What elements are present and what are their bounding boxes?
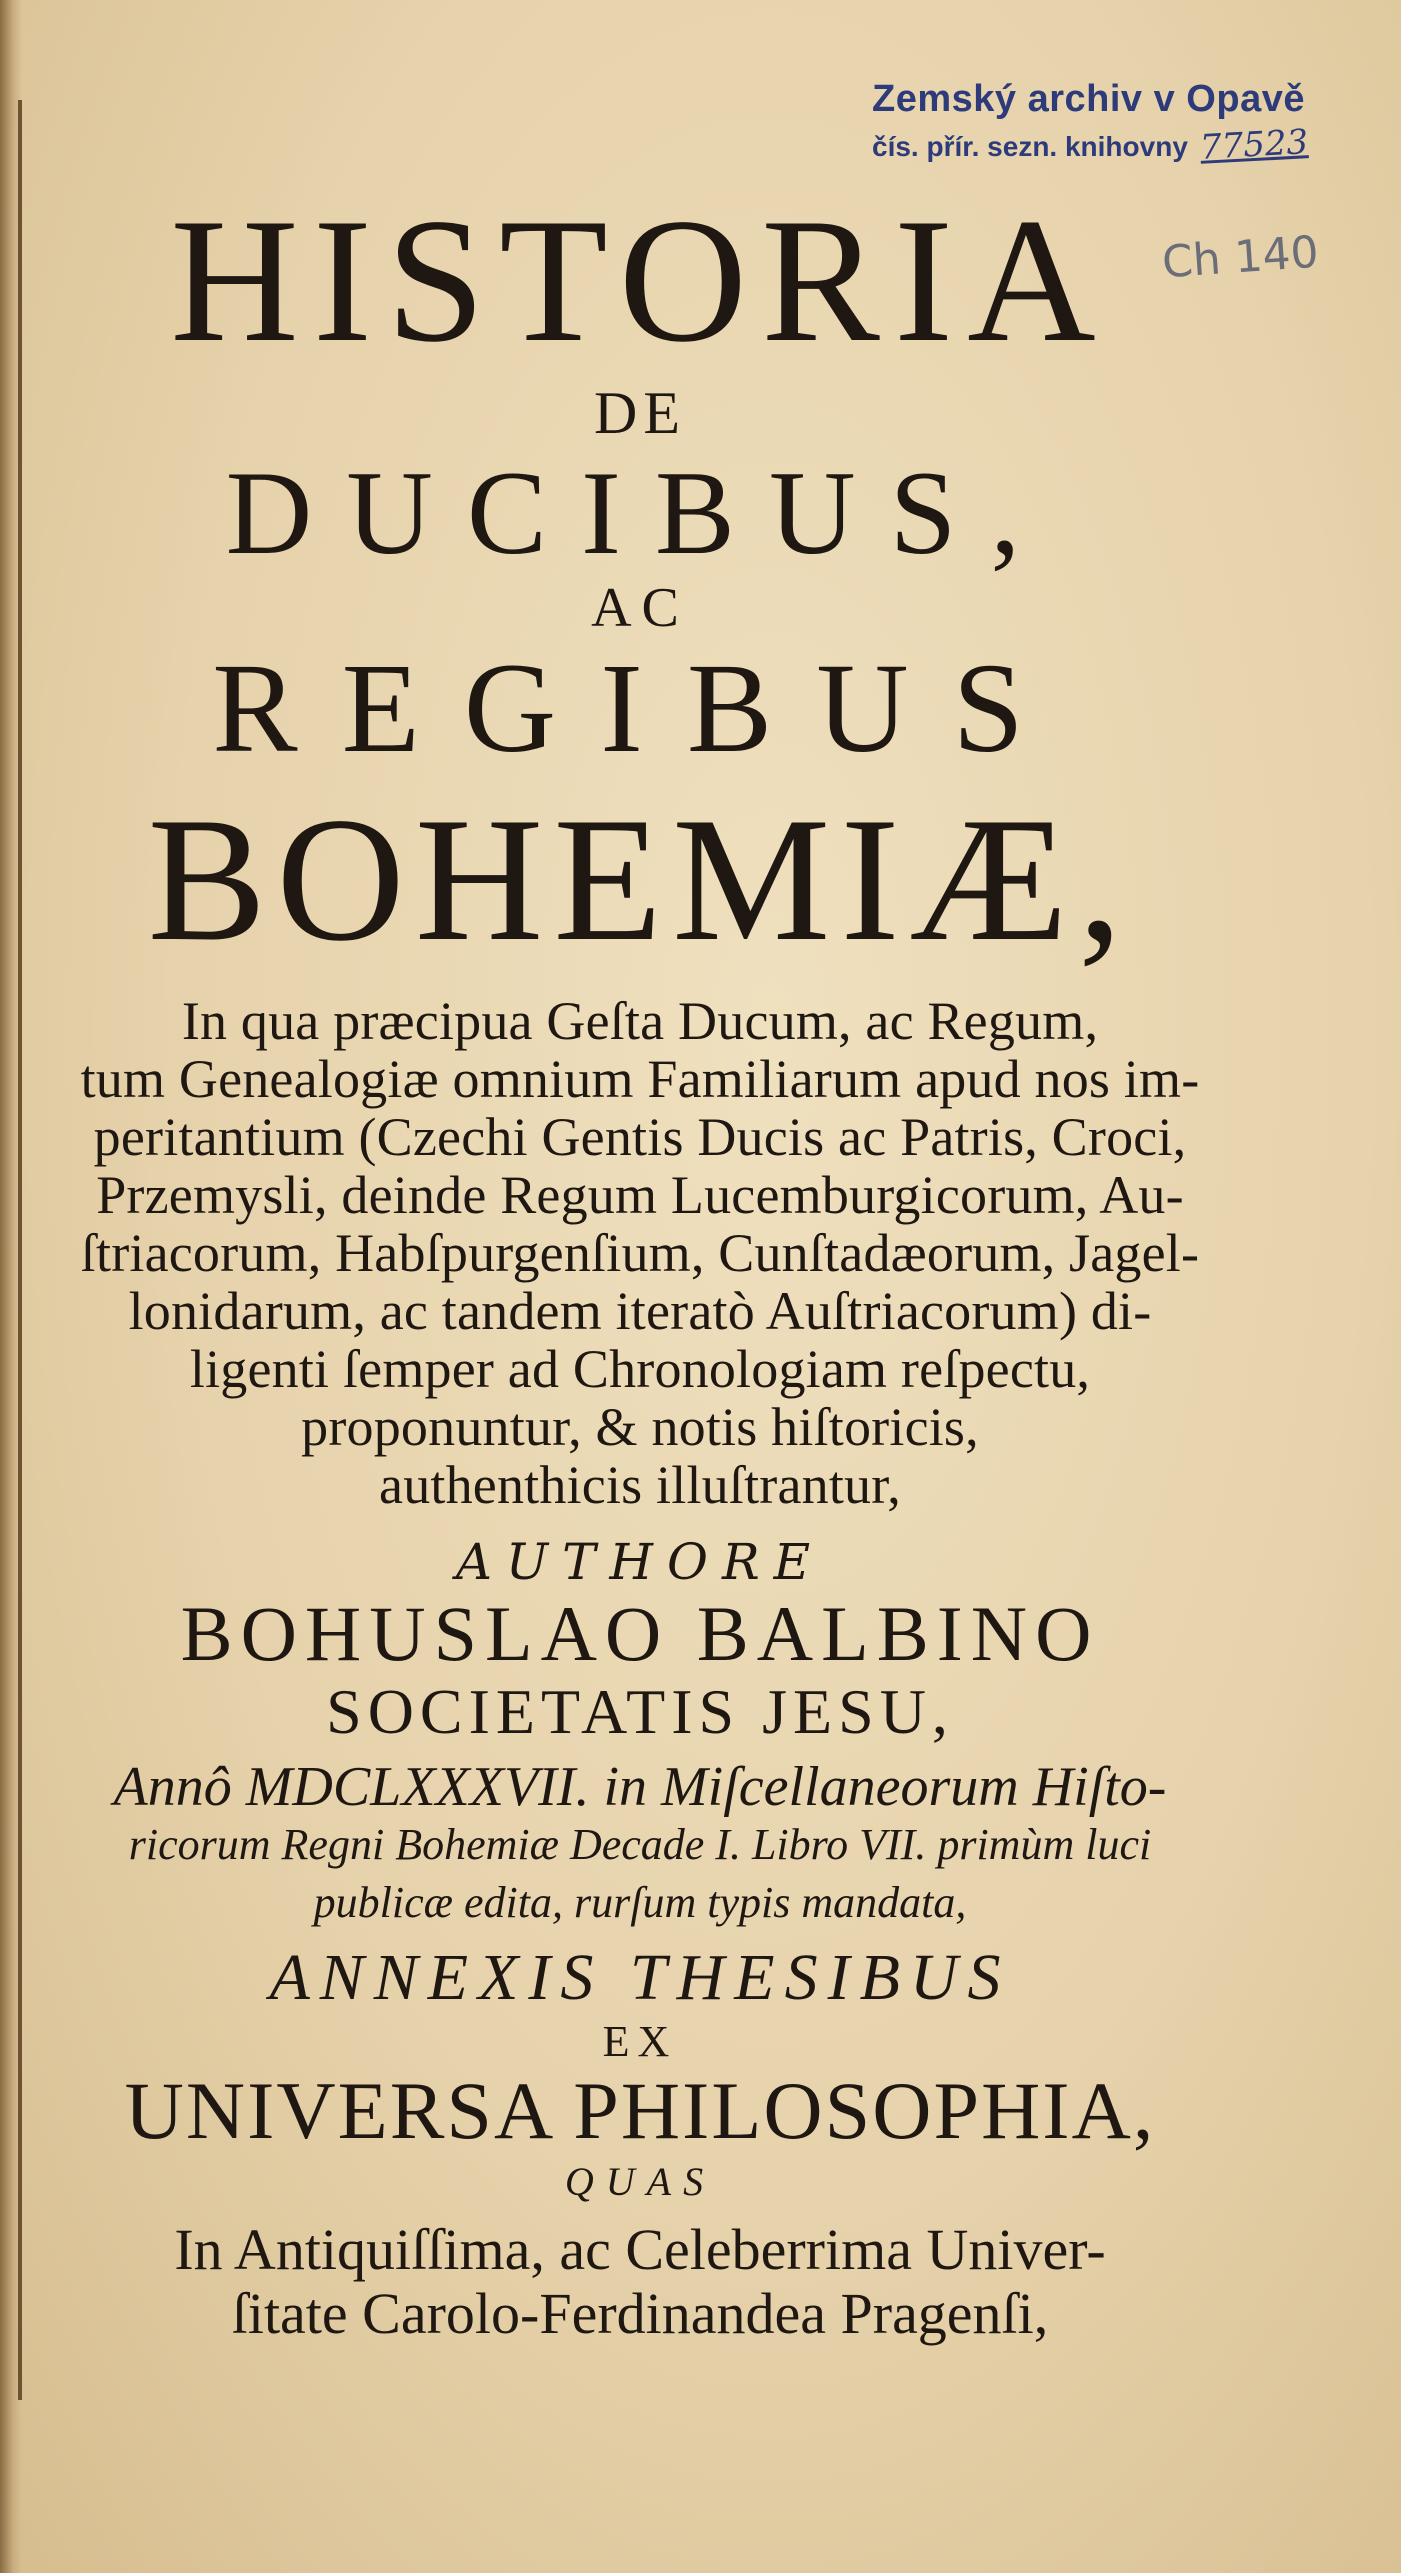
title-ac: AC — [591, 577, 689, 639]
university-line: In Antiquiſſima, ac Celeberrima Univer- — [174, 2217, 1106, 2282]
binding-edge — [18, 100, 22, 2400]
publication-line: ricorum Regni Bohemiæ Decade I. Libro VII. primùm luci — [128, 1820, 1152, 1869]
handwritten-shelfmark: Ch 140 — [1160, 226, 1321, 289]
society-name: SOCIETATIS JESU, — [326, 1676, 954, 1747]
description-line: In qua præcipua Geſta Ducum, ac Regum, — [181, 991, 1099, 1051]
description-line: proponuntur, & notis hiſtoricis, — [301, 1397, 979, 1457]
title-page-text — [40, 181, 1240, 2346]
quas-label: QUAS — [564, 2159, 716, 2204]
description-line: tum Genealogiæ omnium Familiarum apud nos im- — [80, 1049, 1200, 1109]
description-line: peritantium (Czechi Gentis Ducis ac Patris, Croci, — [93, 1107, 1187, 1167]
description-line: authenthicis illuſtrantur, — [379, 1455, 901, 1515]
description-line: ſtriacorum, Habſpurgenſium, Cunſtadæorum, Jagel- — [80, 1223, 1200, 1283]
stamp-accession-label: čís. přír. sezn. knihovny — [872, 131, 1188, 162]
title-historia: HISTORIA — [170, 181, 1110, 379]
title-bohemiae: BOHEMIÆ, — [147, 780, 1133, 978]
stamp-accession — [872, 122, 1362, 168]
university-line: ſitate Carolo-Ferdinandea Pragenſi, — [231, 2281, 1049, 2346]
stamp-accession-number: 77523 — [1198, 122, 1310, 168]
description-line: Przemysli, deinde Regum Lucemburgicorum, Au- — [96, 1165, 1184, 1225]
title-de: DE — [594, 380, 686, 446]
description-block — [40, 992, 1240, 1514]
annexis-thesibus: ANNEXIS THESIBUS — [269, 1941, 1011, 2014]
description-line: lonidarum, ac tandem iteratò Auſtriacorum) di- — [128, 1281, 1152, 1341]
ex-label: EX — [602, 2017, 678, 2066]
publication-line: Annô MDCLXXXVII. in Miſcellaneorum Hiſto- — [113, 1756, 1167, 1818]
archive-stamp — [872, 78, 1362, 168]
author-name: BOHUSLAO BALBINO — [180, 1590, 1100, 1677]
stamp-archive-name: Zemský archiv v Opavě — [872, 78, 1305, 120]
publication-line: publicæ edita, rurſum typis mandata, — [313, 1878, 967, 1927]
description-line: ligenti ſemper ad Chronologiam reſpectu, — [189, 1339, 1091, 1399]
authore-label: AUTHORE — [455, 1533, 825, 1591]
universa-philosophia: UNIVERSA PHILOSOPHIA, — [124, 2065, 1156, 2156]
title-regibus: REGIBUS — [212, 637, 1068, 779]
title-ducibus: DUCIBUS, — [225, 446, 1055, 579]
